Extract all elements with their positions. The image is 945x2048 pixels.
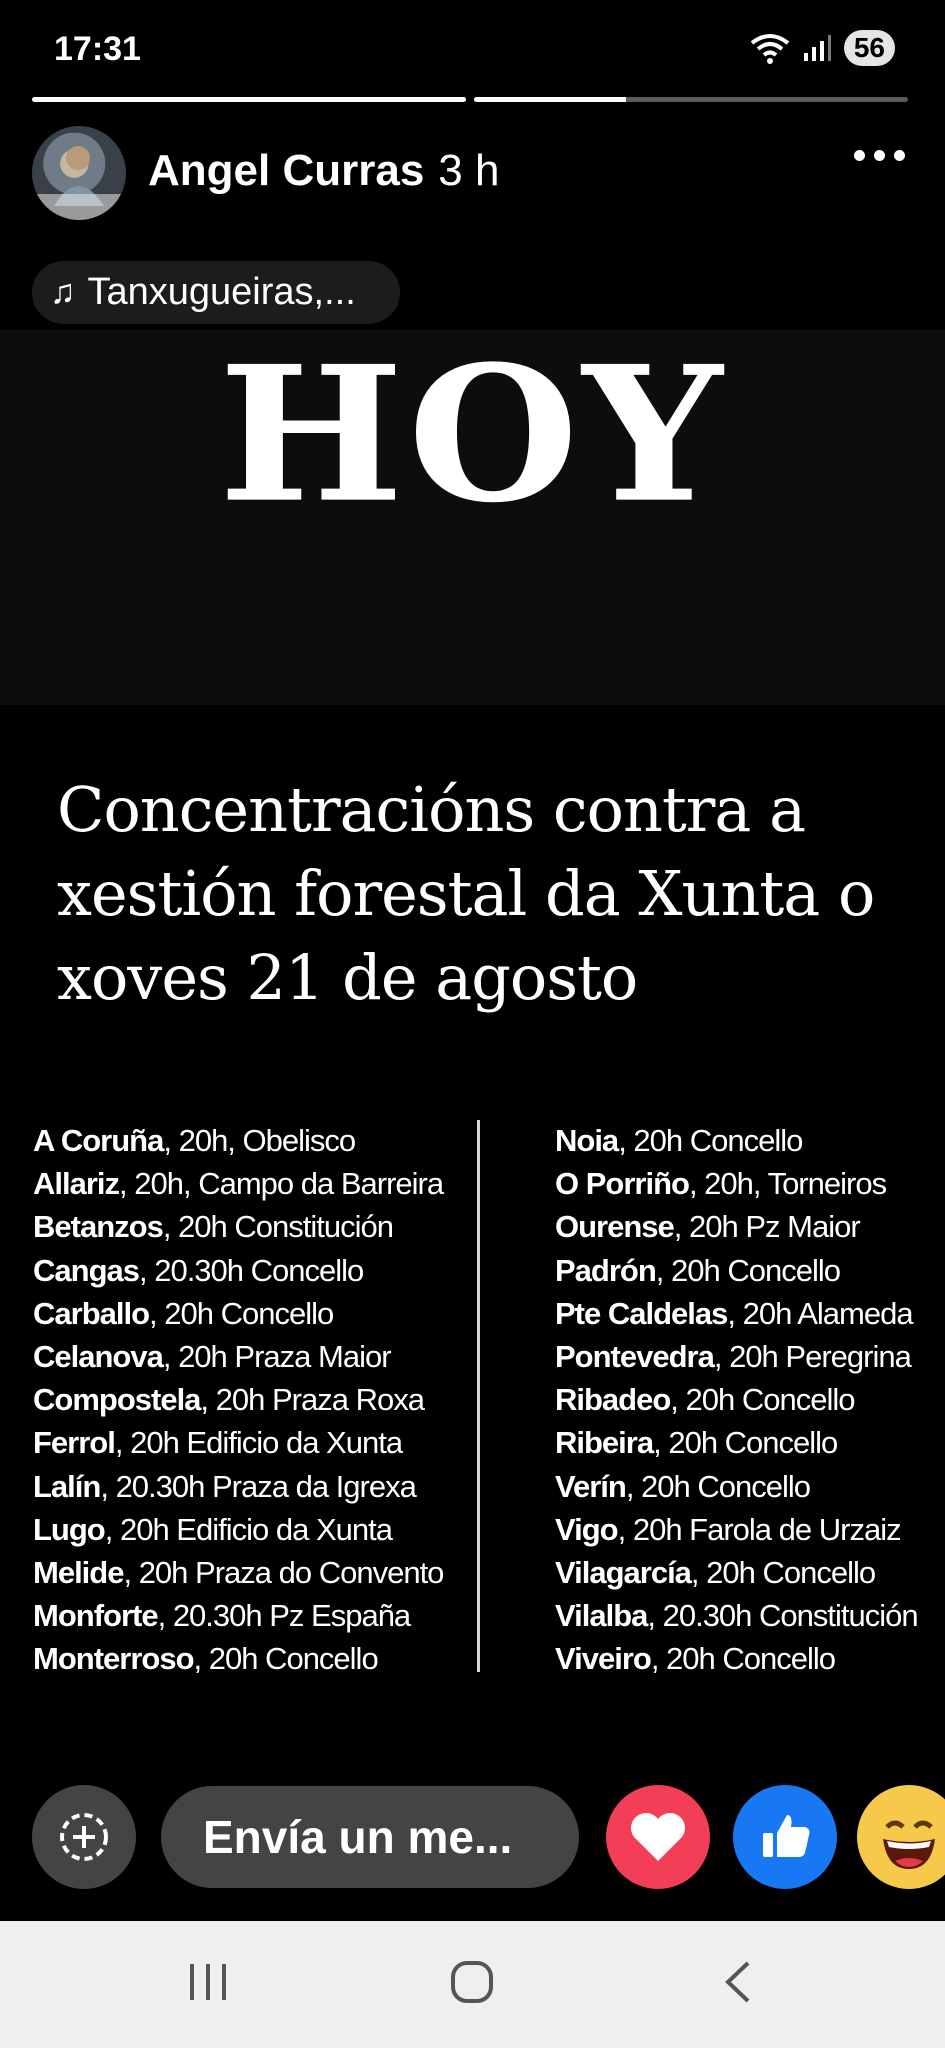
location-row (555, 1378, 918, 1421)
location-details: , 20h Peregrina (713, 1339, 911, 1375)
location-name: Ribeira (555, 1425, 654, 1461)
location-details: , 20h Praza do Convento (123, 1555, 444, 1591)
music-note-icon: ♫ (50, 273, 76, 311)
back-icon[interactable] (720, 1960, 756, 2004)
location-row (555, 1465, 918, 1508)
more-options-icon[interactable] (854, 150, 905, 161)
location-name: O Porriño (555, 1166, 689, 1202)
location-row (33, 1508, 443, 1551)
location-row (555, 1551, 918, 1594)
story-progress-fill-1 (32, 97, 466, 102)
location-details: , 20h Concello (149, 1295, 334, 1331)
location-name: Allariz (33, 1166, 120, 1202)
location-details: , 20h Concello (670, 1382, 855, 1418)
location-details: , 20h, Campo da Barreira (119, 1166, 444, 1202)
location-name: Carballo (33, 1295, 150, 1331)
location-details: , 20h Concello (618, 1123, 803, 1158)
story-progress-fill-2 (474, 97, 626, 102)
add-circle-icon (56, 1809, 112, 1865)
location-row (33, 1465, 443, 1508)
location-row (33, 1421, 443, 1464)
love-reaction-button[interactable] (606, 1785, 710, 1889)
location-name: Pontevedra (555, 1339, 714, 1375)
location-row (33, 1292, 443, 1335)
location-details: , 20h Praza Maior (162, 1339, 391, 1375)
location-details: , 20h Concello (690, 1555, 876, 1591)
location-row (33, 1551, 443, 1594)
location-name: Cangas (33, 1252, 139, 1288)
wifi-icon (750, 31, 790, 65)
location-row (555, 1162, 918, 1205)
thumbs-up-icon (755, 1807, 815, 1867)
location-row (33, 1637, 443, 1680)
location-row (555, 1119, 918, 1162)
music-sticker[interactable] (32, 261, 400, 324)
location-name: A Coruña (33, 1123, 164, 1158)
location-name: Ourense (555, 1209, 674, 1245)
location-details: , 20.30h Concello (138, 1252, 364, 1288)
recents-icon[interactable] (186, 1960, 230, 2004)
avatar[interactable] (32, 126, 126, 220)
location-row (33, 1335, 443, 1378)
location-details: , 20.30h Pz España (157, 1598, 411, 1634)
location-name: Vigo (555, 1511, 618, 1547)
column-divider (477, 1120, 480, 1672)
location-row (33, 1594, 443, 1637)
location-row (555, 1637, 918, 1680)
message-input[interactable]: Envía un me... (161, 1786, 579, 1888)
location-row (33, 1119, 443, 1162)
story-progress-1 (32, 97, 466, 102)
avatar-image (32, 126, 126, 220)
location-name: Vilagarcía (555, 1555, 691, 1591)
location-name: Padrón (555, 1252, 656, 1288)
location-details: , 20.30h Constitución (647, 1598, 918, 1634)
location-row (555, 1205, 918, 1248)
location-name: Verín (555, 1468, 626, 1504)
location-details: , 20h Praza Roxa (200, 1382, 424, 1418)
music-title: Tanxugueiras,... (87, 271, 356, 313)
battery-indicator: 56 (844, 30, 895, 66)
location-row (555, 1249, 918, 1292)
post-time: 3 h (438, 146, 500, 195)
story-headline: Concentracións contra a xestión forestal da Xunta o xoves 21 de agosto (57, 773, 875, 1014)
location-details: , 20h Edificio da Xunta (114, 1425, 403, 1461)
location-name: Noia (555, 1123, 619, 1158)
location-details: , 20h Concello (653, 1425, 838, 1461)
location-details: , 20h Concello (650, 1641, 836, 1677)
signal-icon (802, 33, 832, 63)
location-row (33, 1205, 443, 1248)
add-button[interactable] (32, 1785, 136, 1889)
location-details: , 20h Concello (625, 1468, 811, 1504)
location-name: Pte Caldelas (555, 1295, 728, 1331)
home-icon[interactable] (449, 1960, 495, 2004)
status-icons (750, 30, 895, 66)
location-row (555, 1594, 918, 1637)
location-name: Compostela (33, 1382, 201, 1418)
story-progress-2 (474, 97, 908, 102)
laughing-emoji-icon (865, 1793, 945, 1881)
location-name: Ferrol (33, 1425, 115, 1461)
location-row (555, 1335, 918, 1378)
location-name: Monterroso (33, 1641, 194, 1677)
location-name: Ribadeo (555, 1382, 671, 1418)
location-details: , 20h Alameda (727, 1295, 913, 1331)
story-hoy-title: HOY (218, 325, 727, 545)
location-details: , 20h Pz Maior (673, 1209, 860, 1245)
location-row (555, 1421, 918, 1464)
location-details: , 20h, Torneiros (688, 1166, 887, 1202)
location-details: , 20.30h Praza da Igrexa (100, 1468, 416, 1504)
location-details: , 20h Concello (193, 1641, 378, 1677)
location-row (555, 1292, 918, 1335)
location-name: Vilalba (555, 1598, 648, 1634)
location-details: , 20h, Obelisco (163, 1123, 356, 1158)
like-reaction-button[interactable] (733, 1785, 837, 1889)
location-name: Lalín (33, 1468, 101, 1504)
locations-right-column (555, 1119, 918, 1681)
location-row (33, 1249, 443, 1292)
author-name[interactable]: Angel Curras (148, 146, 425, 195)
location-details: , 20h Edificio da Xunta (104, 1511, 392, 1547)
location-name: Betanzos (33, 1209, 163, 1245)
location-details: , 20h Farola de Urzaiz (617, 1511, 901, 1547)
location-details: , 20h Constitución (162, 1209, 393, 1245)
location-details: , 20h Concello (655, 1252, 840, 1288)
location-name: Melide (33, 1555, 124, 1591)
status-time: 17:31 (54, 30, 141, 68)
location-name: Viveiro (555, 1641, 651, 1677)
heart-icon (628, 1809, 688, 1865)
locations-left-column (33, 1119, 443, 1681)
location-row (33, 1162, 443, 1205)
location-name: Lugo (33, 1511, 105, 1547)
location-row (33, 1378, 443, 1421)
story-author[interactable] (148, 146, 499, 196)
location-row (555, 1508, 918, 1551)
haha-reaction-button[interactable] (857, 1785, 945, 1889)
location-name: Monforte (33, 1598, 158, 1634)
location-name: Celanova (33, 1339, 163, 1375)
